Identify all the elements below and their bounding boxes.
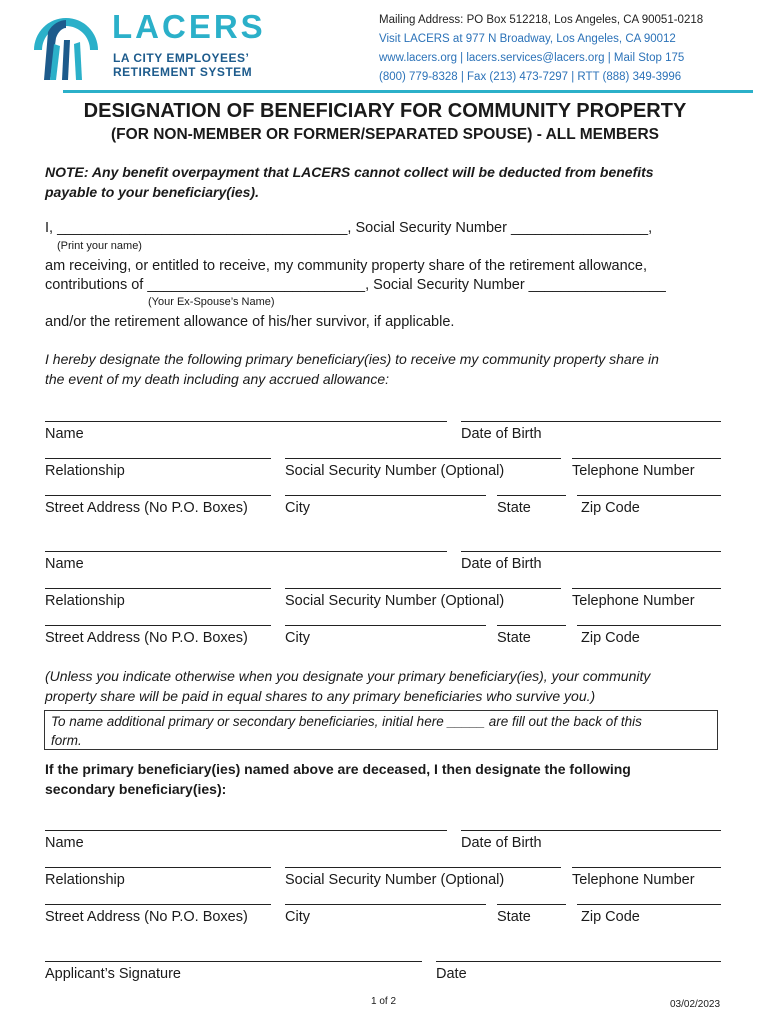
designation-line: I hereby designate the following primary beneficiary(ies) to receive my community property share in — [45, 351, 659, 367]
field-label: Name — [45, 556, 84, 572]
primary1-telephone-field[interactable] — [572, 458, 721, 480]
primary1-dob-field[interactable] — [461, 421, 721, 443]
field-label: State — [497, 500, 531, 516]
field-label: Telephone Number — [572, 463, 695, 479]
secondary-relationship-field[interactable] — [45, 867, 271, 889]
overpayment-note — [45, 162, 725, 202]
equal-shares-text — [45, 666, 725, 706]
field-label: Street Address (No P.O. Boxes) — [45, 909, 248, 925]
field-label: Street Address (No P.O. Boxes) — [45, 500, 248, 516]
receiving-statement: am receiving, or entitled to receive, my community property share of the retirement allowance, — [45, 258, 648, 274]
primary2-dob-field[interactable] — [461, 551, 721, 573]
secondary-street-field[interactable] — [45, 904, 271, 926]
mailing-address: Mailing Address: PO Box 512218, Los Angeles, CA 90051-0218 — [379, 14, 704, 26]
logo-subtitle-line1: LA CITY EMPLOYEES’ — [113, 51, 250, 65]
field-label: Street Address (No P.O. Boxes) — [45, 630, 248, 646]
form-revision-date: 03/02/2023 — [670, 999, 721, 1010]
primary1-city-field[interactable] — [285, 495, 486, 517]
field-label: Date of Birth — [461, 835, 542, 851]
field-label: Telephone Number — [572, 872, 695, 888]
field-label: State — [497, 630, 531, 646]
field-label: Date of Birth — [461, 426, 542, 442]
field-label: Social Security Number (Optional) — [285, 463, 505, 479]
field-label: Name — [45, 426, 84, 442]
form-subtitle: (FOR NON-MEMBER OR FORMER/SEPARATED SPOUSE) - ALL MEMBERS — [111, 126, 659, 143]
equal-shares-line: (Unless you indicate otherwise when you designate your primary beneficiary(ies), your community — [45, 668, 651, 684]
additional-line: To name additional primary or secondary beneficiaries, initial here _____ are fill out the back of this — [51, 714, 642, 729]
ex-spouse-line[interactable]: contributions of ___________________________, Social Security Number _________________ — [45, 277, 666, 293]
field-label: City — [285, 500, 310, 516]
field-label: City — [285, 909, 310, 925]
primary-designation-text — [45, 349, 725, 389]
primary2-city-field[interactable] — [285, 625, 486, 647]
secondary-ssn-field[interactable] — [285, 867, 561, 889]
secondary-telephone-field[interactable] — [572, 867, 721, 889]
field-label: State — [497, 909, 531, 925]
survivor-statement: and/or the retirement allowance of his/her survivor, if applicable. — [45, 314, 455, 330]
additional-beneficiaries-box[interactable] — [44, 710, 718, 750]
field-label: Date — [436, 966, 467, 982]
secondary-dob-field[interactable] — [461, 830, 721, 852]
secondary-state-field[interactable] — [497, 904, 566, 926]
applicant-name-line[interactable]: I, ____________________________________, Social Security Number _________________, — [45, 220, 653, 236]
logo-subtitle-line2: RETIREMENT SYSTEM — [113, 65, 253, 79]
field-label: Social Security Number (Optional) — [285, 872, 505, 888]
primary2-name-field[interactable] — [45, 551, 447, 573]
field-label: Zip Code — [581, 909, 640, 925]
secondary-designation-text — [45, 759, 725, 799]
field-label: Social Security Number (Optional) — [285, 593, 505, 609]
lacers-logo-icon — [30, 10, 102, 82]
primary1-zip-field[interactable] — [577, 495, 721, 517]
field-label: Date of Birth — [461, 556, 542, 572]
equal-shares-line: property share will be paid in equal shares to any primary beneficiaries who survive you.) — [45, 688, 596, 704]
secondary-name-field[interactable] — [45, 830, 447, 852]
applicant-signature-field[interactable] — [45, 961, 422, 983]
secondary-zip-field[interactable] — [577, 904, 721, 926]
primary2-relationship-field[interactable] — [45, 588, 271, 610]
field-label: Applicant’s Signature — [45, 966, 181, 982]
secondary-line: secondary beneficiary(ies): — [45, 781, 227, 797]
field-label: City — [285, 630, 310, 646]
secondary-city-field[interactable] — [285, 904, 486, 926]
logo-wordmark: LACERS — [112, 8, 266, 45]
primary1-ssn-field[interactable] — [285, 458, 561, 480]
header-divider — [63, 90, 753, 93]
note-line: NOTE: Any benefit overpayment that LACERS cannot collect will be deducted from benefits — [45, 164, 654, 180]
primary2-zip-field[interactable] — [577, 625, 721, 647]
logo-subtitle — [113, 51, 252, 79]
primary1-name-field[interactable] — [45, 421, 447, 443]
field-label: Name — [45, 835, 84, 851]
page-number: 1 of 2 — [371, 996, 397, 1007]
primary2-ssn-field[interactable] — [285, 588, 561, 610]
field-label: Relationship — [45, 872, 125, 888]
visit-address: Visit LACERS at 977 N Broadway, Los Angeles, CA 90012 — [379, 33, 676, 45]
field-label: Zip Code — [581, 500, 640, 516]
print-name-hint: (Print your name) — [57, 240, 142, 252]
field-label: Zip Code — [581, 630, 640, 646]
web-email-links[interactable]: www.lacers.org | lacers.services@lacers.org | Mail Stop 175 — [379, 52, 685, 64]
primary2-street-field[interactable] — [45, 625, 271, 647]
ex-spouse-hint: (Your Ex-Spouse’s Name) — [148, 296, 275, 308]
primary1-relationship-field[interactable] — [45, 458, 271, 480]
primary1-street-field[interactable] — [45, 495, 271, 517]
additional-line: form. — [51, 733, 82, 748]
phone-numbers: (800) 779-8328 | Fax (213) 473-7297 | RTT (888) 349-3996 — [379, 71, 682, 83]
secondary-line: If the primary beneficiary(ies) named above are deceased, I then designate the following — [45, 761, 631, 777]
signature-date-field[interactable] — [436, 961, 721, 983]
form-title: DESIGNATION OF BENEFICIARY FOR COMMUNITY PROPERTY — [83, 100, 687, 122]
field-label: Relationship — [45, 463, 125, 479]
note-line: payable to your beneficiary(ies). — [45, 184, 259, 200]
field-label: Telephone Number — [572, 593, 695, 609]
primary2-state-field[interactable] — [497, 625, 566, 647]
primary1-state-field[interactable] — [497, 495, 566, 517]
designation-line: the event of my death including any accrued allowance: — [45, 371, 389, 387]
field-label: Relationship — [45, 593, 125, 609]
contact-block — [379, 11, 703, 87]
primary2-telephone-field[interactable] — [572, 588, 721, 610]
